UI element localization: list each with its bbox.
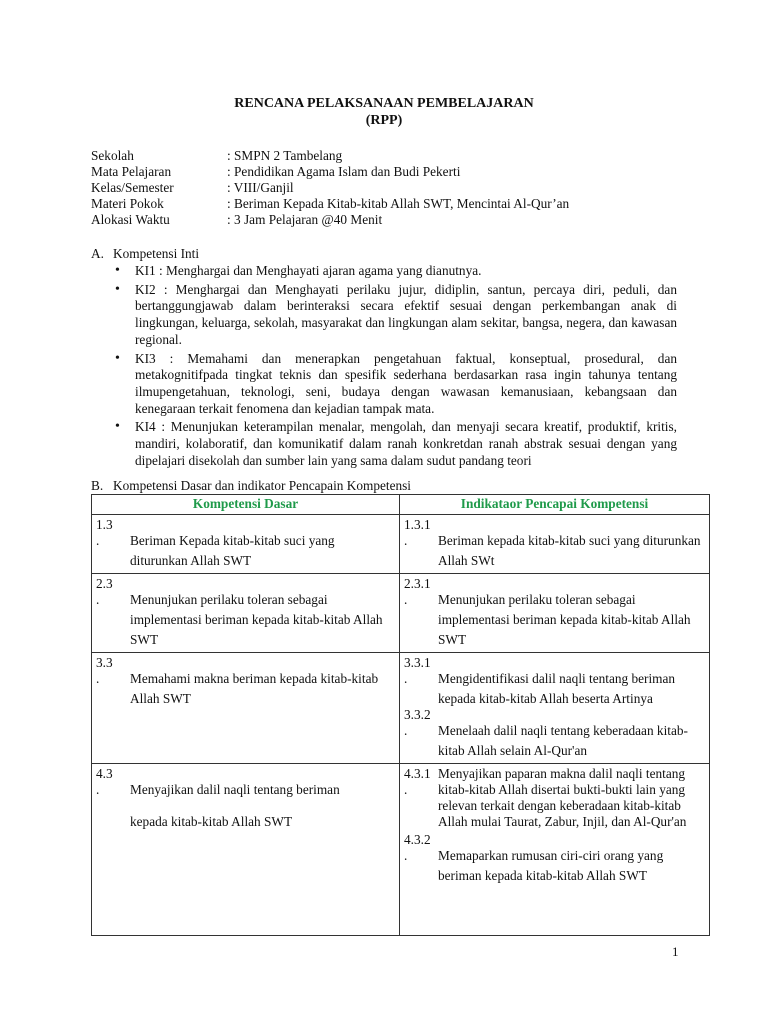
section-title: Kompetensi Inti: [113, 246, 200, 261]
column-header-kd: Kompetensi Dasar: [92, 495, 400, 515]
indicator-cell: 4.3.1 . Menyajikan paparan makna dalil naqli tentang kitab-kitab Allah disertai bukti-bukti lain yang relevan terkait dengan keberadaan kitab-kitab Allah mulai Taurat, Zabur, Injil, dan Al-Qur'an 4.3.2 . Memaparkan rumusan ciri-ciri orang yang beriman kepada kitab-kitab Allah SWT: [400, 764, 709, 888]
kd-text: Menyajikan dalil naqli tentang beriman: [130, 782, 340, 797]
document-subtitle: (RPP): [365, 113, 403, 128]
table-row: [92, 764, 710, 936]
section-a-heading: [91, 246, 199, 262]
identity-label: Alokasi Waktu: [91, 212, 170, 227]
table-header-row: [92, 495, 710, 515]
kd-number: 2.3: [96, 576, 113, 591]
kd-cell: 1.3 . Beriman Kepada kitab-kitab suci yang diturunkan Allah SWT: [92, 515, 399, 573]
identity-label: Materi Pokok: [91, 196, 164, 211]
identity-value: : Pendidikan Agama Islam dan Budi Pekerti: [227, 164, 461, 179]
indicator-number: 3.3.2: [404, 707, 431, 722]
indicator-number: 1.3.1: [404, 517, 431, 532]
identity-row-time: [91, 212, 691, 228]
table-row: [92, 574, 710, 653]
indicator-number: 2.3.1: [404, 576, 431, 591]
section-letter: B.: [91, 478, 104, 493]
indicator-cell: 2.3.1 . Menunjukan perilaku toleran sebagai implementasi beriman kepada kitab-kitab Allah SWT: [400, 574, 709, 652]
list-item: • KI1 : Menghargai dan Menghayati ajaran agama yang dianutnya.: [113, 263, 677, 280]
page-number: 1: [672, 944, 679, 959]
identity-label: Kelas/Semester: [91, 180, 174, 195]
identity-row-subject: [91, 164, 691, 180]
table-row: [92, 653, 710, 764]
core-competency-list: [113, 263, 677, 471]
indicator-text: Memaparkan rumusan ciri-ciri orang yang beriman kepada kitab-kitab Allah SWT: [438, 848, 664, 883]
list-item: • KI3 : Memahami dan menerapkan pengetahuan faktual, konseptual, prosedural, dan metakognitifpada tingkat teknis dan spesifik sederhana berdasarkan rasa ingin tahunya tentang ilmupengetahuan, teknologi, seni, budaya dengan wawasan kemanusiaan, kebangsaan dan kenegaraan terkait fenomena dan kejadian tampak mata.: [113, 351, 677, 418]
list-item: • KI4 : Menunjukan keterampilan menalar, mengolah, dan menyaji secara kreatif, produktif, kritis, mandiri, kolaboratif, dan komunikatif dalam ranah konkretdan ranah abstrak sesuai dengan yang dipelajari disekolah dan sumber lain yang sama dalam sudut pandang teori: [113, 419, 677, 469]
indicator-text: Mengidentifikasi dalil naqli tentang beriman kepada kitab-kitab Allah beserta Artinya: [438, 671, 676, 706]
indicator-text: Menunjukan perilaku toleran sebagai implementasi beriman kepada kitab-kitab Allah SWT: [438, 592, 691, 647]
indicator-text: Menyajikan paparan makna dalil naqli tentang kitab-kitab Allah disertai bukti-bukti lain yang relevan terkait dengan keberadaan kitab-kitab Allah mulai Taurat, Zabur, Injil, dan Al-Qur'an: [438, 766, 687, 829]
table-row: [92, 515, 710, 574]
kd-cell: 4.3 . Menyajikan dalil naqli tentang beriman kepada kitab-kitab Allah SWT: [92, 764, 399, 840]
kd-number: 1.3: [96, 517, 113, 532]
indicator-cell: 3.3.1 . Mengidentifikasi dalil naqli tentang beriman kepada kitab-kitab Allah beserta Artinya 3.3.2 . Menelaah dalil naqli tentang keberadaan kitab-kitab Allah selain Al-Qur'an: [400, 653, 709, 763]
identity-value: : Beriman Kepada Kitab-kitab Allah SWT, Mencintai Al-Qur’an: [227, 196, 570, 211]
indicator-number: 3.3.1: [404, 655, 431, 670]
column-header-indicator: Indikataor Pencapai Kompetensi: [400, 495, 710, 515]
kd-cell: 3.3 . Memahami makna beriman kepada kitab-kitab Allah SWT: [92, 653, 399, 711]
identity-value: : 3 Jam Pelajaran @40 Menit: [227, 212, 383, 227]
kd-text: Beriman Kepada kitab-kitab suci yang diturunkan Allah SWT: [130, 533, 335, 568]
kd-cell: 2.3 . Menunjukan perilaku toleran sebagai implementasi beriman kepada kitab-kitab Allah SWT: [92, 574, 399, 652]
identity-label: Sekolah: [91, 148, 134, 163]
identity-value: : SMPN 2 Tambelang: [227, 148, 343, 163]
indicator-text: Beriman kepada kitab-kitab suci yang diturunkan Allah SWt: [438, 533, 701, 568]
kd-number: 3.3: [96, 655, 113, 670]
competency-table: [91, 494, 710, 936]
kd-text: kepada kitab-kitab Allah SWT: [130, 814, 293, 829]
identity-label: Mata Pelajaran: [91, 164, 172, 179]
kd-number: 4.3: [96, 766, 113, 781]
indicator-number: 4.3.2: [404, 832, 431, 847]
document-title: RENCANA PELAKSANAAN PEMBELAJARAN: [234, 96, 534, 111]
section-title: Kompetensi Dasar dan indikator Pencapain Kompetensi: [113, 478, 411, 493]
indicator-text: Menelaah dalil naqli tentang keberadaan kitab-kitab Allah selain Al-Qur'an: [438, 723, 688, 758]
identity-row-class: [91, 180, 691, 196]
section-b-heading: [91, 478, 411, 494]
indicator-cell: 1.3.1 . Beriman kepada kitab-kitab suci yang diturunkan Allah SWt: [400, 515, 709, 573]
section-letter: A.: [91, 246, 104, 261]
identity-row-topic: [91, 196, 691, 212]
indicator-number: 4.3.1: [404, 766, 431, 781]
identity-row-school: [91, 148, 691, 164]
list-item: • KI2 : Menghargai dan Menghayati perilaku jujur, didiplin, santun, percaya diri, peduli, dan bertanggungjawab dalam berinteraksi secara efektif sesuai dengan perkembangan anak di lingkungan, keluarga, sekolah, masyarakat dan lingkungan alam sekitar, bangsa, negera, dan kawasan regional.: [113, 282, 677, 349]
kd-text: Menunjukan perilaku toleran sebagai implementasi beriman kepada kitab-kitab Allah SWT: [130, 592, 383, 647]
kd-text: Memahami makna beriman kepada kitab-kitab Allah SWT: [130, 671, 379, 706]
identity-value: : VIII/Ganjil: [227, 180, 294, 195]
